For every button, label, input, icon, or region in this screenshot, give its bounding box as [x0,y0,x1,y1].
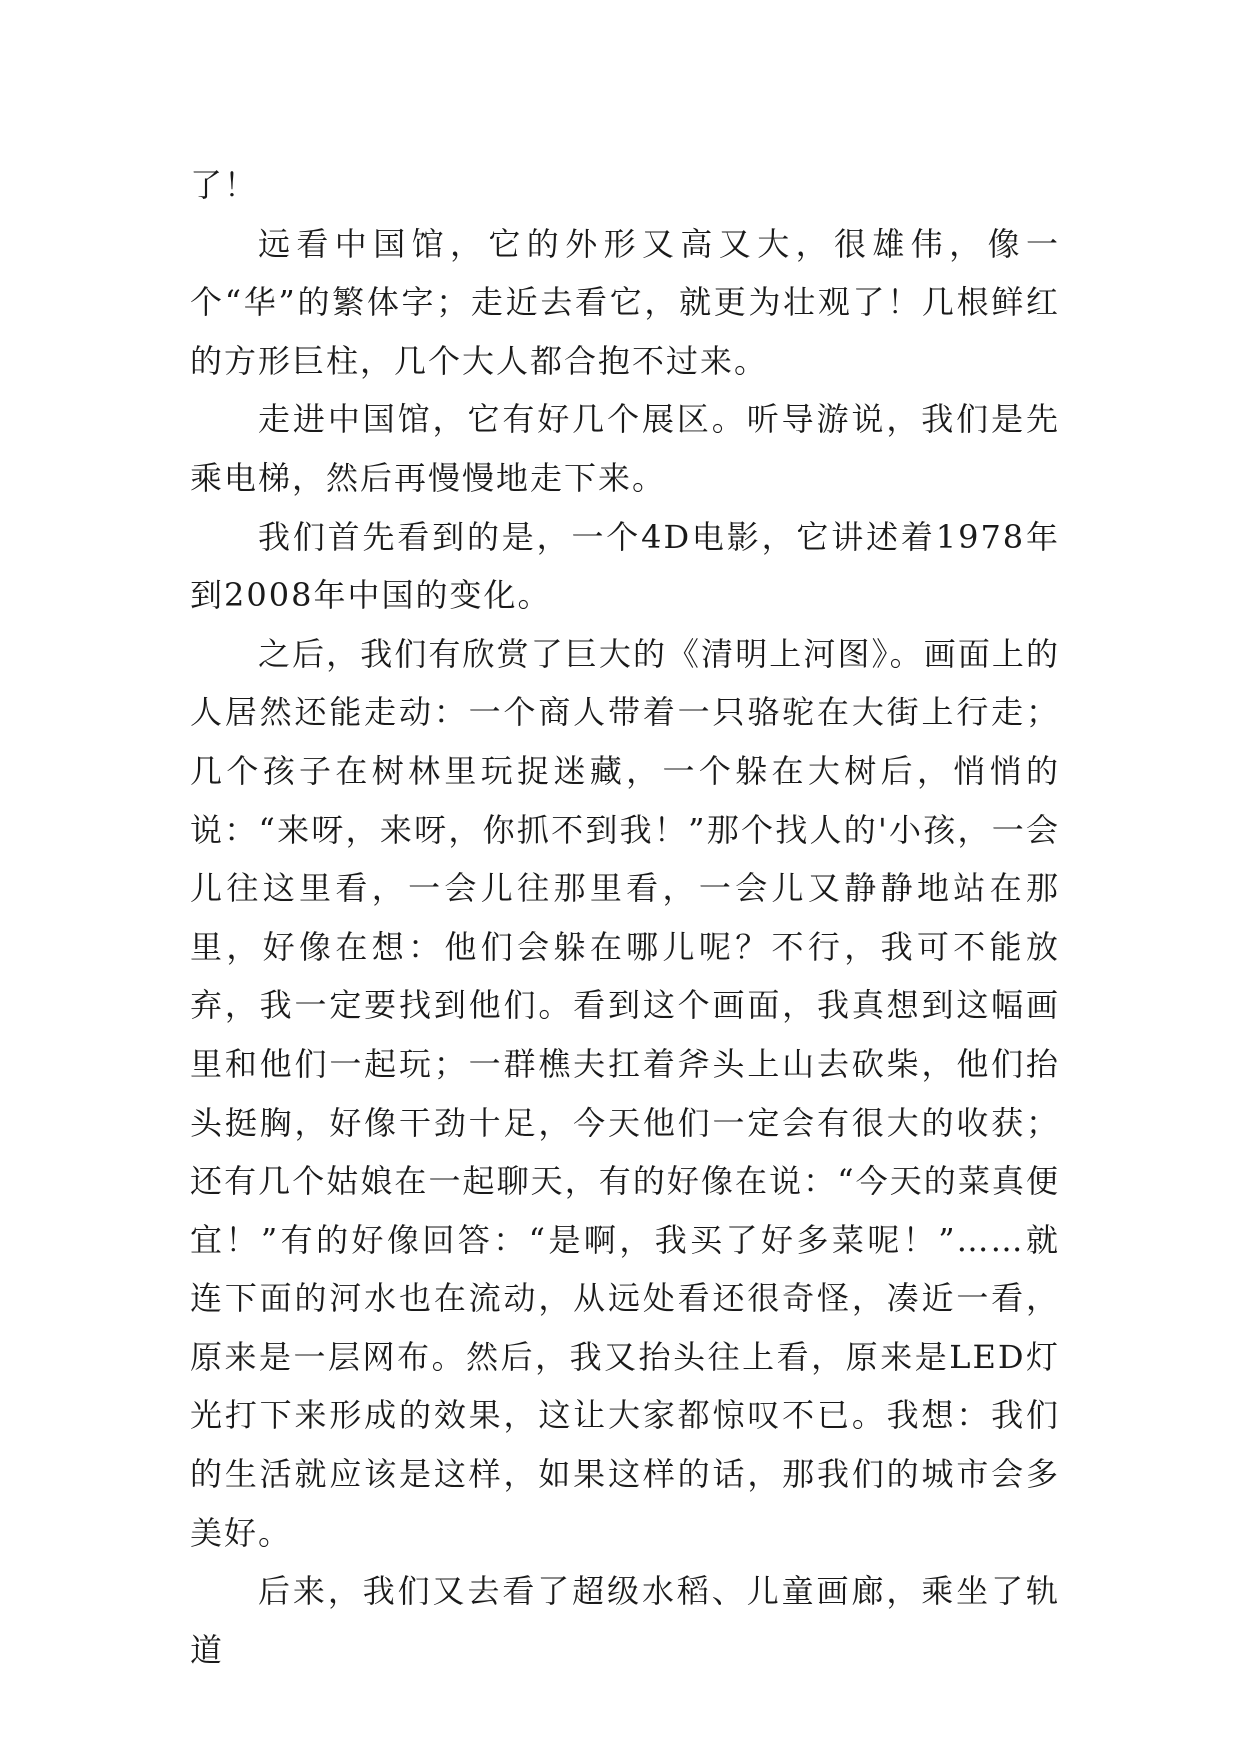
paragraph-china-pavilion-exterior: 远看中国馆，它的外形又高又大，很雄伟，像一个“华”的繁体字；走近去看它，就更为壮观了！几根鲜红的方形巨柱，几个大人都合抱不过来。 [190,224,1060,380]
paragraph-afterwards: 后来，我们又去看了超级水稻、儿童画廊，乘坐了轨道 [190,1572,1060,1669]
paragraph-4d-movie: 我们首先看到的是，一个4D电影，它讲述着1978年到2008年中国的变化。 [190,517,1060,615]
paragraph-qingming-painting: 之后，我们有欣赏了巨大的《清明上河图》。画面上的人居然还能走动：一个商人带着一只骆驼在大街上行走；几个孩子在树林里玩捉迷藏，一个躲在大树后，悄悄的说：“来呀，来呀，你抓不到我！”那个找人的'小孩，一会儿往这里看，一会儿往那里看，一会儿又静静地站在那里，好像在想：他们会躲在哪儿呢？不行，我可不能放弃，我一定要找到他们。看到这个画面，我真想到这幅画里和他们一起玩；一群樵夫扛着斧头上山去砍柴，他们抬头挺胸，好像干劲十足，今天他们一定会有很大的收获；还有几个姑娘在一起聊天，有的好像在说：“今天的菜真便宜！”有的好像回答：“是啊，我买了好多菜呢！”……就连下面的河水也在流动，从远处看还很奇怪，凑近一看，原来是一层网布。然后，我又抬头往上看，原来是LED灯光打下来形成的效果，这让大家都惊叹不已。我想：我们的生活就应该是这样，如果这样的话，那我们的城市会多美好。 [190,634,1060,1552]
document-body [190,156,1060,1679]
paragraph-continuation: 了！ [190,166,259,204]
paragraph-entering-pavilion: 走进中国馆，它有好几个展区。听导游说，我们是先乘电梯，然后再慢慢地走下来。 [190,400,1060,497]
